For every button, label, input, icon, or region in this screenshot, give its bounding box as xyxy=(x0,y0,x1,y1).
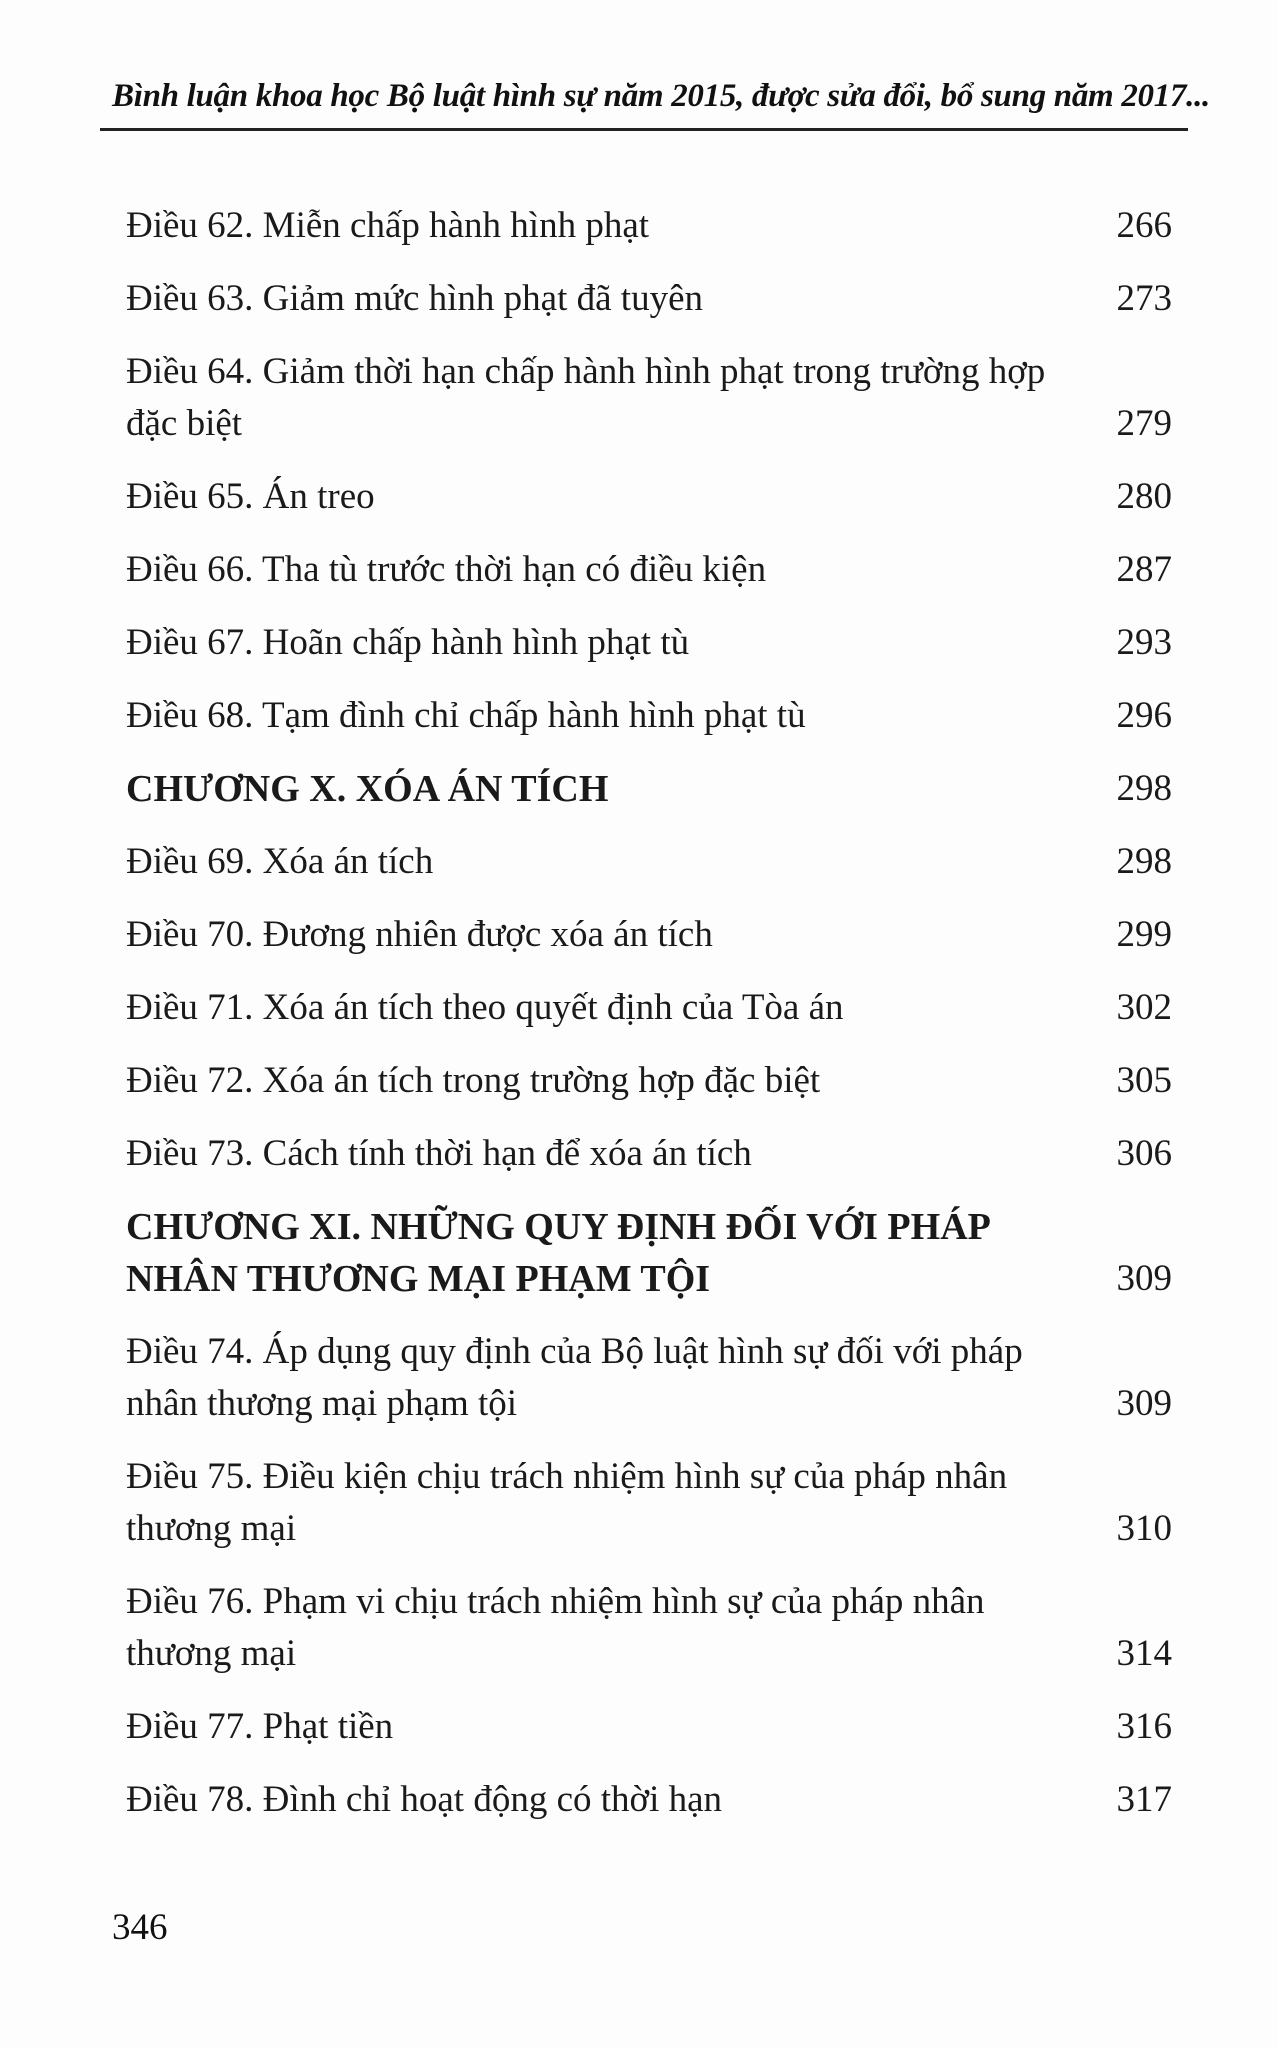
toc-entry-page: 302 xyxy=(1116,987,1172,1028)
toc-entry-page: 309 xyxy=(1116,1258,1172,1299)
toc-entry-title: Điều 65. Án treo xyxy=(126,476,375,517)
toc-entry-title: Điều 69. Xóa án tích xyxy=(126,841,434,882)
header-divider xyxy=(100,128,1188,131)
toc-entry-title: Điều 64. Giảm thời hạn chấp hành hình phạt trong trường hợp đặc biệt xyxy=(126,351,1046,444)
toc-article-entry xyxy=(126,1451,1172,1555)
toc-entry-page: 314 xyxy=(1116,1633,1172,1674)
toc-entry-page: 316 xyxy=(1116,1706,1172,1747)
toc-article-entry xyxy=(126,1128,1172,1180)
toc-entry-page: 299 xyxy=(1116,914,1172,955)
toc-article-entry xyxy=(126,200,1172,252)
table-of-contents xyxy=(126,200,1172,1847)
toc-entry-page: 310 xyxy=(1116,1508,1172,1549)
toc-entry-page: 266 xyxy=(1116,205,1172,246)
toc-entry-title: CHƯƠNG XI. NHỮNG QUY ĐỊNH ĐỐI VỚI PHÁP NHÂN THƯƠNG MẠI PHẠM TỘI xyxy=(126,1206,989,1300)
toc-entry-page: 298 xyxy=(1116,768,1172,809)
toc-article-entry xyxy=(126,690,1172,742)
toc-entry-title: Điều 77. Phạt tiền xyxy=(126,1706,394,1747)
toc-entry-title: Điều 71. Xóa án tích theo quyết định của Tòa án xyxy=(126,987,844,1028)
toc-entry-title: Điều 72. Xóa án tích trong trường hợp đặc biệt xyxy=(126,1060,821,1101)
toc-entry-title: Điều 75. Điều kiện chịu trách nhiệm hình sự của pháp nhân thương mại xyxy=(126,1456,1008,1549)
page-number: 346 xyxy=(112,1907,168,1948)
toc-entry-title: Điều 67. Hoãn chấp hành hình phạt tù xyxy=(126,622,690,663)
toc-entry-page: 287 xyxy=(1116,549,1172,590)
running-header: Bình luận khoa học Bộ luật hình sự năm 2015, được sửa đổi, bổ sung năm 2017... xyxy=(112,78,1211,114)
toc-article-entry xyxy=(126,471,1172,523)
toc-article-entry xyxy=(126,1326,1172,1430)
toc-entry-page: 280 xyxy=(1116,476,1172,517)
toc-entry-page: 296 xyxy=(1116,695,1172,736)
toc-entry-title: Điều 62. Miễn chấp hành hình phạt xyxy=(126,205,650,246)
toc-entry-page: 273 xyxy=(1116,278,1172,319)
toc-entry-page: 305 xyxy=(1116,1060,1172,1101)
toc-article-entry xyxy=(126,1774,1172,1826)
toc-entry-title: Điều 68. Tạm đình chỉ chấp hành hình phạt tù xyxy=(126,695,806,736)
toc-article-entry xyxy=(126,836,1172,888)
toc-article-entry xyxy=(126,544,1172,596)
toc-article-entry xyxy=(126,617,1172,669)
toc-entry-title: Điều 63. Giảm mức hình phạt đã tuyên xyxy=(126,278,703,319)
toc-article-entry xyxy=(126,982,1172,1034)
toc-article-entry xyxy=(126,909,1172,961)
toc-entry-title: Điều 76. Phạm vi chịu trách nhiệm hình sự của pháp nhân thương mại xyxy=(126,1581,985,1674)
toc-entry-title: Điều 78. Đình chỉ hoạt động có thời hạn xyxy=(126,1779,723,1820)
toc-article-entry xyxy=(126,1055,1172,1107)
toc-entry-title: Điều 73. Cách tính thời hạn để xóa án tích xyxy=(126,1133,752,1174)
toc-entry-page: 317 xyxy=(1116,1779,1172,1820)
toc-chapter-entry xyxy=(126,1201,1172,1305)
toc-entry-page: 306 xyxy=(1116,1133,1172,1174)
toc-chapter-entry xyxy=(126,763,1172,815)
toc-entry-page: 293 xyxy=(1116,622,1172,663)
toc-article-entry xyxy=(126,1701,1172,1753)
toc-entry-page: 279 xyxy=(1116,403,1172,444)
toc-entry-page: 298 xyxy=(1116,841,1172,882)
toc-entry-title: Điều 74. Áp dụng quy định của Bộ luật hình sự đối với pháp nhân thương mại phạm tội xyxy=(126,1331,1023,1424)
toc-article-entry xyxy=(126,273,1172,325)
toc-entry-title: Điều 66. Tha tù trước thời hạn có điều kiện xyxy=(126,549,767,590)
toc-entry-page: 309 xyxy=(1116,1383,1172,1424)
toc-entry-title: CHƯƠNG X. XÓA ÁN TÍCH xyxy=(126,768,609,810)
toc-article-entry xyxy=(126,346,1172,450)
toc-entry-title: Điều 70. Đương nhiên được xóa án tích xyxy=(126,914,713,955)
toc-article-entry xyxy=(126,1576,1172,1680)
